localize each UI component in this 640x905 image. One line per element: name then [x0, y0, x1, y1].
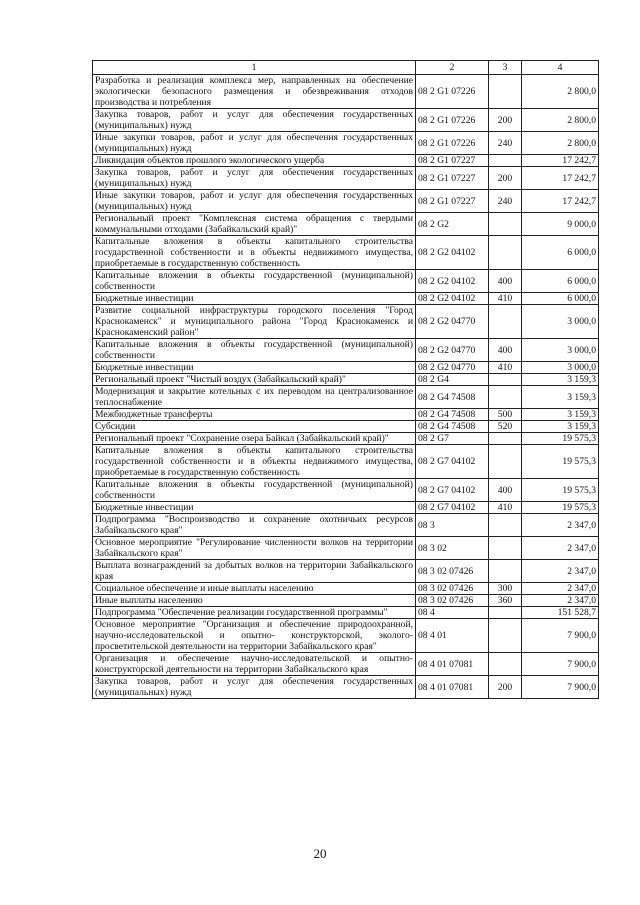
row-name-cell: Подпрограмма "Обеспечение реализации государственной программы": [93, 607, 416, 619]
table-row: [93, 167, 599, 190]
row-amount-cell: 7 900,0: [522, 653, 599, 676]
row-type-cell: 300: [489, 583, 522, 595]
row-amount-cell: 3 000,0: [522, 305, 599, 339]
row-amount-cell: 2 800,0: [522, 75, 599, 109]
row-name-cell: Субсидии: [93, 421, 416, 433]
row-type-cell: 200: [489, 109, 522, 132]
row-name-cell: Развитие социальной инфраструктуры городского поселения "Город Краснокаменск" и муниципального района "Город Краснокаменск и Краснокаменский район": [93, 305, 416, 339]
table-row: [93, 386, 599, 409]
row-code-cell: 08 2 G4 74508: [416, 421, 489, 433]
row-amount-cell: 19 575,3: [522, 502, 599, 514]
header-col-4: 4: [522, 61, 599, 75]
row-amount-cell: 3 000,0: [522, 339, 599, 362]
row-amount-cell: 151 528,7: [522, 607, 599, 619]
table-row: [93, 270, 599, 293]
row-amount-cell: 2 800,0: [522, 132, 599, 155]
row-name-cell: Подпрограмма "Воспроизводство и сохранение охотничьих ресурсов Забайкальского края": [93, 514, 416, 537]
row-code-cell: 08 2 G2 04102: [416, 270, 489, 293]
table-row: [93, 374, 599, 386]
row-code-cell: 08 2 G2: [416, 213, 489, 236]
row-type-cell: [489, 374, 522, 386]
row-name-cell: Закупка товаров, работ и услуг для обеспечения государственных (муниципальных) нужд: [93, 109, 416, 132]
row-code-cell: 08 3 02 07426: [416, 595, 489, 607]
row-amount-cell: 3 159,3: [522, 374, 599, 386]
row-name-cell: Региональный проект "Чистый воздух (Забайкальский край)": [93, 374, 416, 386]
row-type-cell: 360: [489, 595, 522, 607]
row-code-cell: 08 4 01 07081: [416, 676, 489, 699]
row-code-cell: 08 2 G4 74508: [416, 409, 489, 421]
row-name-cell: Региональный проект "Комплексная система обращения с твердыми коммунальными отходами (Забайкальский край)": [93, 213, 416, 236]
row-amount-cell: 17 242,7: [522, 167, 599, 190]
row-type-cell: 400: [489, 270, 522, 293]
row-code-cell: 08 3 02 07426: [416, 560, 489, 583]
row-type-cell: [489, 305, 522, 339]
row-code-cell: 08 2 G1 07227: [416, 167, 489, 190]
header-row: [93, 61, 599, 75]
row-name-cell: Региональный проект "Сохранение озера Байкал (Забайкальский край)": [93, 433, 416, 445]
header-col-2: 2: [416, 61, 489, 75]
row-name-cell: Бюджетные инвестиции: [93, 293, 416, 305]
row-type-cell: [489, 653, 522, 676]
table-row: [93, 190, 599, 213]
row-name-cell: Иные выплаты населению: [93, 595, 416, 607]
row-amount-cell: 19 575,3: [522, 445, 599, 479]
table-row: [93, 607, 599, 619]
row-name-cell: Закупка товаров, работ и услуг для обеспечения государственных (муниципальных) нужд: [93, 676, 416, 699]
row-type-cell: 200: [489, 167, 522, 190]
row-amount-cell: 9 000,0: [522, 213, 599, 236]
table-row: [93, 502, 599, 514]
row-name-cell: Иные закупки товаров, работ и услуг для обеспечения государственных (муниципальных) нужд: [93, 190, 416, 213]
row-type-cell: [489, 75, 522, 109]
row-amount-cell: 7 900,0: [522, 676, 599, 699]
row-code-cell: 08 4 01 07081: [416, 653, 489, 676]
row-name-cell: Капитальные вложения в объекты государственной (муниципальной) собственности: [93, 270, 416, 293]
row-name-cell: Межбюджетные трансферты: [93, 409, 416, 421]
row-type-cell: [489, 607, 522, 619]
row-code-cell: 08 2 G1 07226: [416, 75, 489, 109]
row-type-cell: 400: [489, 479, 522, 502]
table-row: [93, 293, 599, 305]
row-amount-cell: 19 575,3: [522, 433, 599, 445]
row-amount-cell: 17 242,7: [522, 190, 599, 213]
row-code-cell: 08 2 G2 04102: [416, 293, 489, 305]
row-amount-cell: 7 900,0: [522, 619, 599, 653]
row-code-cell: 08 2 G2 04770: [416, 362, 489, 374]
budget-table: [92, 60, 599, 699]
row-type-cell: [489, 213, 522, 236]
row-amount-cell: 2 800,0: [522, 109, 599, 132]
row-code-cell: 08 2 G4: [416, 374, 489, 386]
row-name-cell: Социальное обеспечение и иные выплаты населению: [93, 583, 416, 595]
header-col-3: 3: [489, 61, 522, 75]
table-row: [93, 595, 599, 607]
row-name-cell: Модернизация и закрытие котельных с их переводом на централизованное теплоснабжение: [93, 386, 416, 409]
table-row: [93, 514, 599, 537]
row-name-cell: Бюджетные инвестиции: [93, 502, 416, 514]
row-code-cell: 08 2 G7 04102: [416, 479, 489, 502]
table-row: [93, 236, 599, 270]
row-type-cell: [489, 560, 522, 583]
row-code-cell: 08 4 01: [416, 619, 489, 653]
row-name-cell: Организация и обеспечение научно-исследовательской и опытно-конструкторской деятельности на территории Забайкальского края: [93, 653, 416, 676]
row-amount-cell: 6 000,0: [522, 270, 599, 293]
table-row: [93, 339, 599, 362]
row-type-cell: 500: [489, 409, 522, 421]
row-type-cell: 410: [489, 293, 522, 305]
table-row: [93, 421, 599, 433]
table-row: [93, 213, 599, 236]
row-amount-cell: 17 242,7: [522, 155, 599, 167]
row-amount-cell: 6 000,0: [522, 293, 599, 305]
row-code-cell: 08 3: [416, 514, 489, 537]
row-amount-cell: 6 000,0: [522, 236, 599, 270]
row-name-cell: Капитальные вложения в объекты государственной (муниципальной) собственности: [93, 479, 416, 502]
row-amount-cell: 3 159,3: [522, 421, 599, 433]
row-type-cell: 240: [489, 132, 522, 155]
page-number: 20: [313, 846, 327, 861]
row-name-cell: Капитальные вложения в объекты капитального строительства государственной собственности и в объекты недвижимого имущества, приобретаемые в государственную собственность: [93, 236, 416, 270]
row-code-cell: 08 2 G2 04102: [416, 236, 489, 270]
row-name-cell: Бюджетные инвестиции: [93, 362, 416, 374]
table-row: [93, 445, 599, 479]
row-amount-cell: 2 347,0: [522, 537, 599, 560]
row-name-cell: Иные закупки товаров, работ и услуг для обеспечения государственных (муниципальных) нужд: [93, 132, 416, 155]
table-row: [93, 619, 599, 653]
table-row: [93, 560, 599, 583]
row-type-cell: [489, 433, 522, 445]
table-row: [93, 537, 599, 560]
row-amount-cell: 2 347,0: [522, 583, 599, 595]
table-row: [93, 109, 599, 132]
row-amount-cell: 3 000,0: [522, 362, 599, 374]
row-name-cell: Капитальные вложения в объекты государственной (муниципальной) собственности: [93, 339, 416, 362]
header-col-1: 1: [93, 61, 416, 75]
row-type-cell: [489, 236, 522, 270]
table-row: [93, 479, 599, 502]
row-type-cell: 520: [489, 421, 522, 433]
row-type-cell: [489, 537, 522, 560]
row-name-cell: Основное мероприятие "Организация и обеспечение природоохранной, научно-исследовательской и опытно- конструкторской, эколого-просветительской деятельности на территории Забайкальского края": [93, 619, 416, 653]
row-name-cell: Закупка товаров, работ и услуг для обеспечения государственных (муниципальных) нужд: [93, 167, 416, 190]
row-code-cell: 08 2 G1 07227: [416, 155, 489, 167]
row-type-cell: 200: [489, 676, 522, 699]
row-code-cell: 08 2 G1 07227: [416, 190, 489, 213]
row-type-cell: [489, 445, 522, 479]
row-code-cell: 08 3 02 07426: [416, 583, 489, 595]
row-code-cell: 08 2 G7: [416, 433, 489, 445]
row-code-cell: 08 2 G7 04102: [416, 502, 489, 514]
row-type-cell: 410: [489, 502, 522, 514]
row-code-cell: 08 3 02: [416, 537, 489, 560]
row-code-cell: 08 2 G2 04770: [416, 339, 489, 362]
table-row: [93, 362, 599, 374]
row-code-cell: 08 2 G2 04770: [416, 305, 489, 339]
row-amount-cell: 2 347,0: [522, 560, 599, 583]
table-row: [93, 409, 599, 421]
table-row: [93, 132, 599, 155]
table-row: [93, 155, 599, 167]
row-name-cell: Выплата вознаграждений за добытых волков на территории Забайкальского края: [93, 560, 416, 583]
row-type-cell: [489, 386, 522, 409]
row-name-cell: Разработка и реализация комплекса мер, направленных на обеспечение экологически безопасного размещения и обезвреживания отходов производства и потребления: [93, 75, 416, 109]
table-row: [93, 75, 599, 109]
table-row: [93, 676, 599, 699]
row-name-cell: Ликвидация объектов прошлого экологического ущерба: [93, 155, 416, 167]
row-code-cell: 08 2 G7 04102: [416, 445, 489, 479]
row-code-cell: 08 2 G1 07226: [416, 109, 489, 132]
row-type-cell: [489, 619, 522, 653]
row-code-cell: 08 2 G4 74508: [416, 386, 489, 409]
row-amount-cell: 3 159,3: [522, 386, 599, 409]
table-body: [93, 75, 599, 699]
row-name-cell: Капитальные вложения в объекты капитального строительства государственной собственности и в объекты недвижимого имущества, приобретаемые в государственную собственность: [93, 445, 416, 479]
table-row: [93, 433, 599, 445]
row-type-cell: 240: [489, 190, 522, 213]
row-type-cell: [489, 514, 522, 537]
table-row: [93, 305, 599, 339]
table-row: [93, 653, 599, 676]
row-amount-cell: 2 347,0: [522, 595, 599, 607]
row-amount-cell: 19 575,3: [522, 479, 599, 502]
row-name-cell: Основное мероприятие "Регулирование численности волков на территории Забайкальского края": [93, 537, 416, 560]
row-code-cell: 08 2 G1 07226: [416, 132, 489, 155]
row-amount-cell: 2 347,0: [522, 514, 599, 537]
table-row: [93, 583, 599, 595]
row-amount-cell: 3 159,3: [522, 409, 599, 421]
row-type-cell: [489, 155, 522, 167]
row-code-cell: 08 4: [416, 607, 489, 619]
row-type-cell: 410: [489, 362, 522, 374]
row-type-cell: 400: [489, 339, 522, 362]
